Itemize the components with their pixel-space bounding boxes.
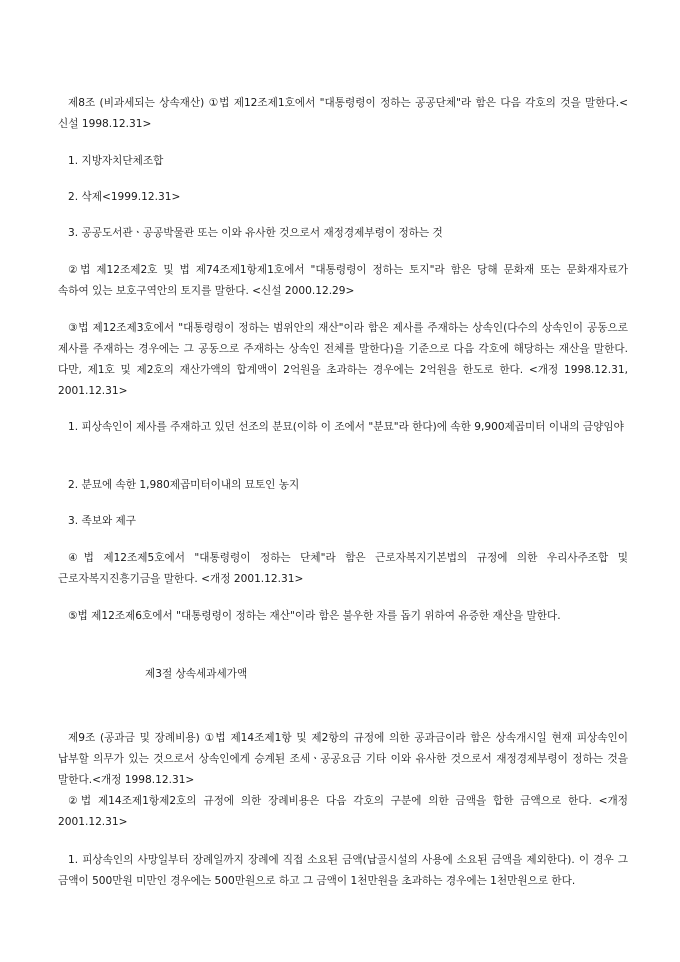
article-8-paragraph-2: ②법 제12조제2호 및 법 제74조제1항제1호에서 "대통령령이 정하는 토지"라 함은 당해 문화재 또는 문화재자료가 속하여 있는 보호구역안의 토지를 말한다. <신설 2000.12.29> [58,264,628,297]
article-8-paragraph-3: ③법 제12조제3호에서 "대통령령이 정하는 범위안의 재산"이라 함은 제사를 주재하는 상속인(다수의 상속인이 공동으로 제사를 주재하는 경우에는 그 공동으로 주재하는 상속인 전체를 말한다)을 기준으로 다음 각호에 해당하는 재산을 말한다. 다만, 제1호 및 제2호의 재산가액의 합계액이 2억원을 초과하는 경우에는 2억원을 한도로 한다. <개정 1998.12.31, 2001.12.31> [58,322,628,397]
article-9-paragraph-2-item-1: 1. 피상속인의 사망일부터 장례일까지 장례에 직접 소요된 금액(납골시설의 사용에 소요된 금액을 제외한다). 이 경우 그 금액이 500만원 미만인 경우에는 500만원으로 하고 그 금액이 1천만원을 초과하는 경우에는 1천만원으로 한다. [58,854,628,887]
article-8-item-1: 1. 지방자치단체조합 [68,155,164,167]
article-8-paragraph-3-item-1: 1. 피상속인이 제사를 주재하고 있던 선조의 분묘(이하 이 조에서 "분묘"라 한다)에 속한 9,900제곱미터 이내의 금양임야 [68,421,624,433]
article-8-paragraph-3-item-2: 2. 분묘에 속한 1,980제곱미터이내의 묘토인 농지 [68,479,300,491]
article-9-paragraph-1: 제9조 (공과금 및 장례비용) ①법 제14조제1항 및 제2항의 규정에 의한 공과금이라 함은 상속개시일 현재 피상속인이 납부할 의무가 있는 것으로서 상속인에게 승계된 조세ㆍ공공요금 기타 이와 유사한 것으로서 재정경제부령이 정하는 것을 말한다.<개정 1998.12.31> [58,732,628,786]
article-8-item-2: 2. 삭제<1999.12.31> [68,191,181,203]
article-8-paragraph-3-item-3: 3. 족보와 제구 [68,515,137,527]
article-8-paragraph-4: ④법 제12조제5호에서 "대통령령이 정하는 단체"라 함은 근로자복지기본법의 규정에 의한 우리사주조합 및 근로자복지진흥기금을 말한다. <개정 2001.12.31> [58,552,628,585]
article-8-paragraph-5: ⑤법 제12조제6호에서 "대통령령이 정하는 재산"이라 함은 불우한 자를 돕기 위하여 유증한 재산을 말한다. [68,610,561,622]
article-8-item-3: 3. 공공도서관ㆍ공공박물관 또는 이와 유사한 것으로서 재정경제부령이 정하는 것 [68,227,443,239]
article-8-paragraph-1: 제8조 (비과세되는 상속재산) ①법 제12조제1호에서 "대통령령이 정하는 공공단체"라 함은 다음 각호의 것을 말한다.<신설 1998.12.31> [58,97,628,130]
section-heading: 제3절 상속세과세가액 [145,668,248,680]
article-9-paragraph-2: ②법 제14조제1항제2호의 규정에 의한 장례비용은 다음 각호의 구분에 의한 금액을 합한 금액으로 한다. <개정 2001.12.31> [58,795,628,828]
